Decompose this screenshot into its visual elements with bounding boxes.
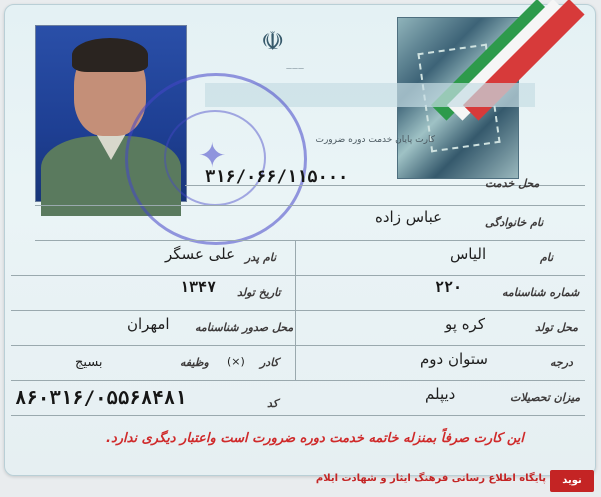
value-rank: ستوان دوم [420,350,489,368]
footer-text: پایگاه اطلاع رسانی فرهنگ ایثار و شهادت ایلام [315,473,546,484]
value-family-name: عباس زاده [375,208,443,226]
value-birth-date: ۱۳۴۷ [180,278,217,296]
emblem-caption: ——— [286,65,304,72]
stamp-emblem-icon: ✦ [198,136,227,176]
warning-text: این کارت صرفاً بمنزله خاتمه خدمت دوره ضرورت است واعتبار دیگری ندارد. [106,431,524,446]
value-first-name: الیاس [450,245,487,263]
row-line-7 [11,380,585,381]
label-id-issue-place: محل صدور شناسنامه [195,321,294,334]
card-title: کارت پایان خدمت دوره ضرورت [315,135,435,145]
value-birth-place: کره پو [445,315,485,333]
row-line-6 [11,345,585,346]
iran-emblem-icon: ☫ [261,27,285,57]
label-career: کادر [260,356,279,369]
service-completion-card [4,4,596,476]
row-line-8 [11,415,585,416]
label-family-name: نام خانوادگی [485,216,544,229]
duty-type-mark: (×) [227,355,245,368]
column-divider [295,240,296,380]
label-father-name: نام پدر [245,251,277,264]
official-stamp [125,73,307,245]
label-birth-date: تاریخ تولد [237,286,281,299]
photo-hair [72,38,148,72]
value-service-place: ۳۱۶/۰۶۶/۱۱۵۰۰۰ [205,167,349,187]
label-rank: درجه [550,356,573,369]
label-code: کد [267,397,279,410]
label-id-number: شماره شناسنامه [502,286,580,299]
value-duty-type: بسیج [75,355,103,370]
value-father-name: علی عسگر [165,245,236,263]
value-id-number: ۲۲۰ [435,278,463,296]
label-duty: وظیفه [180,356,209,369]
row-line-4 [11,275,585,276]
value-id-issue-place: امهران [127,315,170,333]
footer-logo: نوید [550,470,594,492]
label-service-place: محل خدمت [485,177,540,190]
row-line-3 [35,240,585,241]
footer-watermark [315,470,595,494]
value-education: دیپلم [425,385,456,403]
label-birth-place: محل تولد [535,321,579,334]
row-line-5 [11,310,585,311]
row-line-2 [35,205,585,206]
label-education: میزان تحصیلات [510,391,581,404]
label-first-name: نام [540,251,554,264]
value-code: ۸۶۰۳۱۶/۰۵۵۶۸۴۸۱ [15,387,187,409]
flag-stripes [511,0,601,139]
